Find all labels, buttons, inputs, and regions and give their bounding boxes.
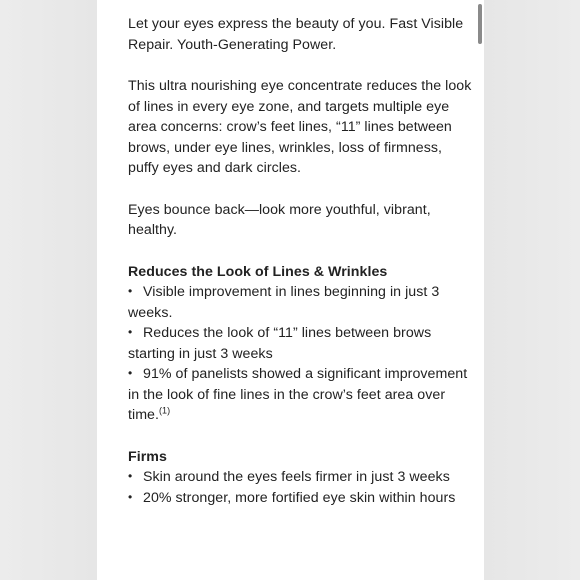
scrollbar-thumb[interactable] bbox=[478, 4, 482, 44]
bullet-icon: • bbox=[128, 366, 133, 380]
list-item bbox=[128, 467, 472, 488]
benefit-paragraph: Eyes bounce back—look more youthful, vibrant, healthy. bbox=[128, 201, 431, 238]
list-item bbox=[128, 323, 472, 364]
product-description-panel bbox=[128, 14, 472, 529]
description-paragraph: This ultra nourishing eye concentrate reduces the look of lines in every eye zone, and targets multiple eye area concerns: crow’s feet lines, “11” lines between brows, under eye lines, wrinkles, loss of firmness, puffy eyes and dark circles. bbox=[128, 78, 472, 176]
section-firms bbox=[128, 447, 472, 509]
section-lines-wrinkles bbox=[128, 262, 472, 426]
list-item-text: Visible improvement in lines beginning in just 3 weeks. bbox=[128, 284, 440, 321]
list-item bbox=[128, 364, 472, 426]
bullet-list bbox=[128, 282, 472, 426]
bullet-icon: • bbox=[128, 469, 133, 483]
list-item-text: 20% stronger, more fortified eye skin within hours bbox=[143, 489, 456, 506]
list-item-text: 91% of panelists showed a significant improvement in the look of fine lines in the crow’s feet area over time. bbox=[128, 366, 468, 423]
section-heading: Firms bbox=[128, 448, 167, 465]
vertical-scrollbar[interactable] bbox=[477, 0, 483, 580]
bullet-icon: • bbox=[128, 325, 133, 339]
bullet-icon: • bbox=[128, 284, 133, 298]
section-heading: Reduces the Look of Lines & Wrinkles bbox=[128, 263, 388, 280]
bullet-icon: • bbox=[128, 489, 133, 504]
tagline-paragraph: Let your eyes express the beauty of you. Fast Visible Repair. Youth-Generating Power. bbox=[128, 16, 464, 53]
list-item-text: Skin around the eyes feels firmer in just 3 weeks bbox=[143, 469, 450, 485]
list-item-text: Reduces the look of “11” lines between brows starting in just 3 weeks bbox=[128, 325, 432, 362]
footnote-marker: (1) bbox=[159, 405, 171, 416]
bullet-list bbox=[128, 467, 472, 508]
list-item bbox=[128, 282, 472, 323]
list-item bbox=[128, 488, 472, 509]
